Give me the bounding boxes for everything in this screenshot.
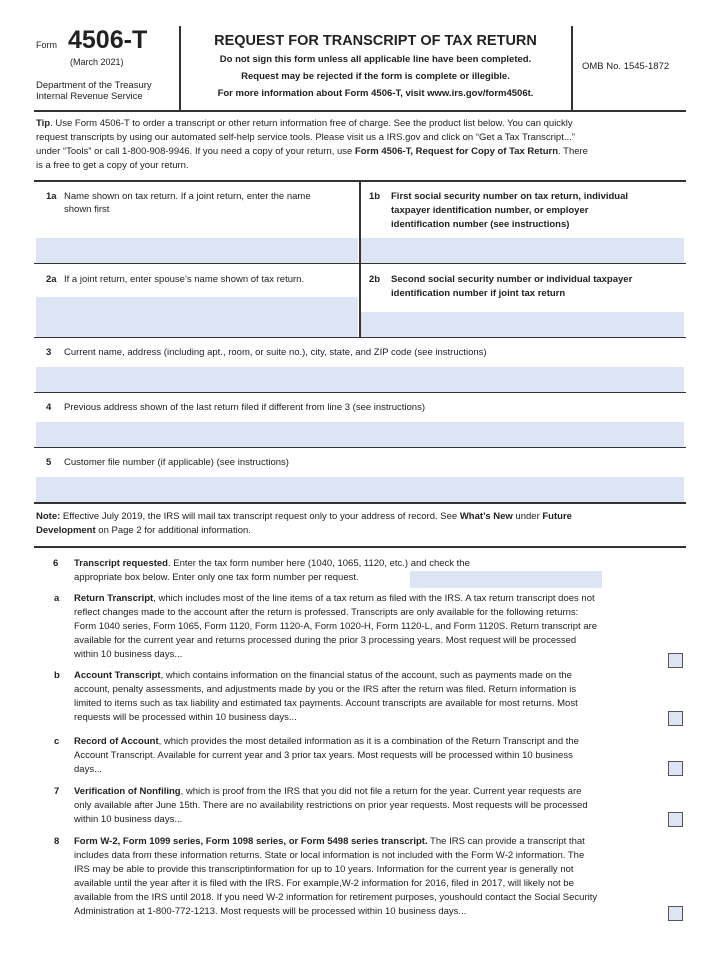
line-7-number: 7 xyxy=(54,786,60,797)
line-4-number: 4 xyxy=(46,402,52,413)
line3-top-rule xyxy=(34,337,686,338)
form-word: Form xyxy=(36,40,57,50)
line-1b-label-1: First social security number on tax return, individual xyxy=(391,191,629,202)
line-2a-spouse-name-input[interactable] xyxy=(36,297,358,337)
line-2b-label-2: identification number if joint tax return xyxy=(391,288,566,299)
line-8-line-6: Administration at 1-800-772-1213. Most requests will be processed within 10 business days... xyxy=(74,906,467,917)
item-b-title: Account Transcript xyxy=(74,670,161,681)
tip-label: Tip xyxy=(36,118,51,129)
line-8-title: Form W-2, Form 1099 series, Form 1098 series, or Form 5498 series transcript. xyxy=(74,836,428,847)
item-a-line-3: Form 1040 series, Form 1065, Form 1120, Form 1120-A, Form 1020-H, Form 1120-L, and Form 1120S. Return transcript are xyxy=(74,621,598,632)
tip-paragraph xyxy=(36,117,686,173)
line-1a-label-2: shown first xyxy=(64,204,110,215)
note-text-3: on Page 2 for additional information. xyxy=(95,525,251,536)
line-1b-number: 1b xyxy=(369,191,381,202)
line-8-line-4: available until the year after it is filed with the IRS. For example,W-2 information for 2016, filed in 2017, will likely not be xyxy=(74,878,574,889)
line-1a-number: 1a xyxy=(46,191,57,202)
item-c-title: Record of Account xyxy=(74,736,159,747)
line-6-number: 6 xyxy=(53,558,59,569)
line-6-title: Transcript requested xyxy=(74,558,168,569)
tip-line-4: is a free to get a copy of your return. xyxy=(36,160,189,171)
account-transcript-checkbox[interactable] xyxy=(668,711,683,726)
item-a-title: Return Transcript xyxy=(74,593,154,604)
line-6-tax-form-number-input[interactable] xyxy=(410,571,602,588)
line-5-label: Customer file number (if applicable) (see instructions) xyxy=(64,457,289,468)
line-2b-ssn-input[interactable] xyxy=(361,312,684,337)
note-paragraph xyxy=(36,510,686,538)
line-7-line-2: only available after June 15th. There are no availability restrictions on prior year requests. Most requests will be processed xyxy=(74,800,588,811)
line-8-line-1: The IRS can provide a transcript that xyxy=(427,836,585,847)
line-8-line-3: IRS may be able to provide this transcriptinformation for up to 10 years. Information for the current year is generally not xyxy=(74,864,574,875)
form-title: REQUEST FOR TRANSCRIPT OF TAX RETURN xyxy=(214,33,537,49)
record-of-account-checkbox[interactable] xyxy=(668,761,683,776)
item-a-letter: a xyxy=(54,593,60,604)
tip-line-3: under “Tools” or call 1-800-908-9946. If you need a copy of your return, use xyxy=(36,146,355,157)
line-7-line-3: within 10 business days... xyxy=(74,814,183,825)
line-5-customer-file-input[interactable] xyxy=(36,477,684,502)
note-text-2: under xyxy=(512,511,543,522)
line-5-number: 5 xyxy=(46,457,52,468)
line-3-number: 3 xyxy=(46,347,52,358)
omb-number: OMB No. 1545-1872 xyxy=(582,61,670,72)
note-top-rule xyxy=(34,502,686,504)
note-future: Future xyxy=(542,511,572,522)
item-b-letter: b xyxy=(54,670,60,681)
line4-top-rule xyxy=(34,392,686,393)
item-a-line-1: , which includes most of the line items of a tax return as filed with the IRS. A tax return transcript does not xyxy=(153,593,595,604)
item-a-line-4: available for the current year and returns processed during the prior 3 processing years. Most request will be processed xyxy=(74,635,577,646)
item-c-line-2: Account Transcript. Available for current year and 3 prior tax years. Most requests will be processed within 10 business xyxy=(74,750,573,761)
line-1b-label-2: taxpayer identification number, or employer xyxy=(391,205,589,216)
line-2a-label: If a joint return, enter spouse’s name shown of tax return. xyxy=(64,274,305,285)
line-8-text xyxy=(74,835,597,919)
item-c-line-1: , which provides the most detailed information as it is a combination of the Return Transcript and the xyxy=(158,736,579,747)
line2-top-rule xyxy=(34,263,686,264)
form-number: 4506-T xyxy=(68,26,148,54)
note-label: Note: xyxy=(36,511,61,522)
form-revision: (March 2021) xyxy=(70,57,124,67)
dept-line-1: Department of the Treasury xyxy=(36,80,152,91)
item-b-text xyxy=(74,669,578,725)
line-6-text-2: appropriate box below. Enter only one tax form number per request. xyxy=(74,572,359,583)
item-c-letter: c xyxy=(54,736,60,747)
line-2b-label-1: Second social security number or individual taxpayer xyxy=(391,274,633,285)
line-3-address-input[interactable] xyxy=(36,367,684,392)
note-whats-new: What’s New xyxy=(459,511,513,522)
header-sub-1: Do not sign this form unless all applicable line have been completed. xyxy=(219,54,532,65)
line-7-line-1: , which is proof from the IRS that you did not file a return for the year. Current year requests are xyxy=(180,786,582,797)
tip-line-1: . Use Form 4506-T to order a transcript or other return information free of charge. See the product list below. You can quickly xyxy=(50,118,573,129)
form-w2-transcript-checkbox[interactable] xyxy=(668,906,683,921)
line-2b-number: 2b xyxy=(369,274,381,285)
line-7-text xyxy=(74,785,588,827)
tip-form-reference: Form 4506-T, Request for Copy of Tax Return xyxy=(354,146,559,157)
item-c-line-3: days... xyxy=(74,764,102,775)
item-b-line-1: , which contains information on the financial status of the account, such as payments made on the xyxy=(160,670,572,681)
item-b-line-2: account, penalty assessments, and adjustments made by you or the IRS after the return was filed. Return information is xyxy=(74,684,577,695)
return-transcript-checkbox[interactable] xyxy=(668,653,683,668)
note-development: Development xyxy=(36,525,96,536)
line-1b-label-3: identification number (see instructions) xyxy=(391,219,570,230)
header-divider-right xyxy=(571,26,573,110)
dept-line-2: Internal Revenue Service xyxy=(36,91,143,102)
note-text-1: Effective July 2019, the IRS will mail tax transcript request only to your address of record. See xyxy=(60,511,460,522)
line-1a-name-input[interactable] xyxy=(36,238,358,263)
item-a-line-5: within 10 business days... xyxy=(74,649,183,660)
line-4-previous-address-input[interactable] xyxy=(36,422,684,447)
tip-line-3-end: . There xyxy=(558,146,588,157)
line5-top-rule xyxy=(34,447,686,448)
verification-of-nonfiling-checkbox[interactable] xyxy=(668,812,683,827)
line-8-line-2: includes data from these information returns. State or local information is not included with the Form W-2 information. The xyxy=(74,850,585,861)
line-8-number: 8 xyxy=(54,836,60,847)
item-a-line-2: reflect changes made to the account after the return is professed. Transcripts are only available for the following returns: xyxy=(74,607,579,618)
line6-top-rule xyxy=(34,546,686,548)
header-bottom-rule xyxy=(34,110,686,112)
item-a-text xyxy=(74,592,597,662)
item-c-text xyxy=(74,735,579,777)
header-sub-2: Request may be rejected if the form is complete or illegible. xyxy=(241,71,510,82)
line-4-label: Previous address shown of the last return filed if different from line 3 (see instructions) xyxy=(64,402,425,413)
line-8-line-5: available from the IRS until 2018. If you need W-2 information for retirement purposes, youshould contact the Social Security xyxy=(74,892,598,903)
item-b-line-4: requests will be processed within 10 business days... xyxy=(74,712,297,723)
line-1a-label-1: Name shown on tax return. If a joint return, enter the name xyxy=(64,191,311,202)
tip-line-2: request transcripts by using our automated self-help service tools. Please visit us a IRS.gov and click on “Get a Tax Transcript...” xyxy=(36,132,575,143)
line-2a-number: 2a xyxy=(46,274,57,285)
line-3-label: Current name, address (including apt., room, or suite no.), city, state, and ZIP code (see instructions) xyxy=(64,347,487,358)
header-sub-3: For more information about Form 4506-T, visit www.irs.gov/form4506t. xyxy=(217,88,534,99)
line-7-title: Verification of Nonfiling xyxy=(74,786,181,797)
line-1b-ssn-input[interactable] xyxy=(361,238,684,263)
item-b-line-3: limited to items such as tax liability and estimated tax payments. Account transcripts are available for most returns. Most xyxy=(74,698,578,709)
line-6-text-1: . Enter the tax form number here (1040, 1065, 1120, etc.) and check the xyxy=(167,558,470,569)
